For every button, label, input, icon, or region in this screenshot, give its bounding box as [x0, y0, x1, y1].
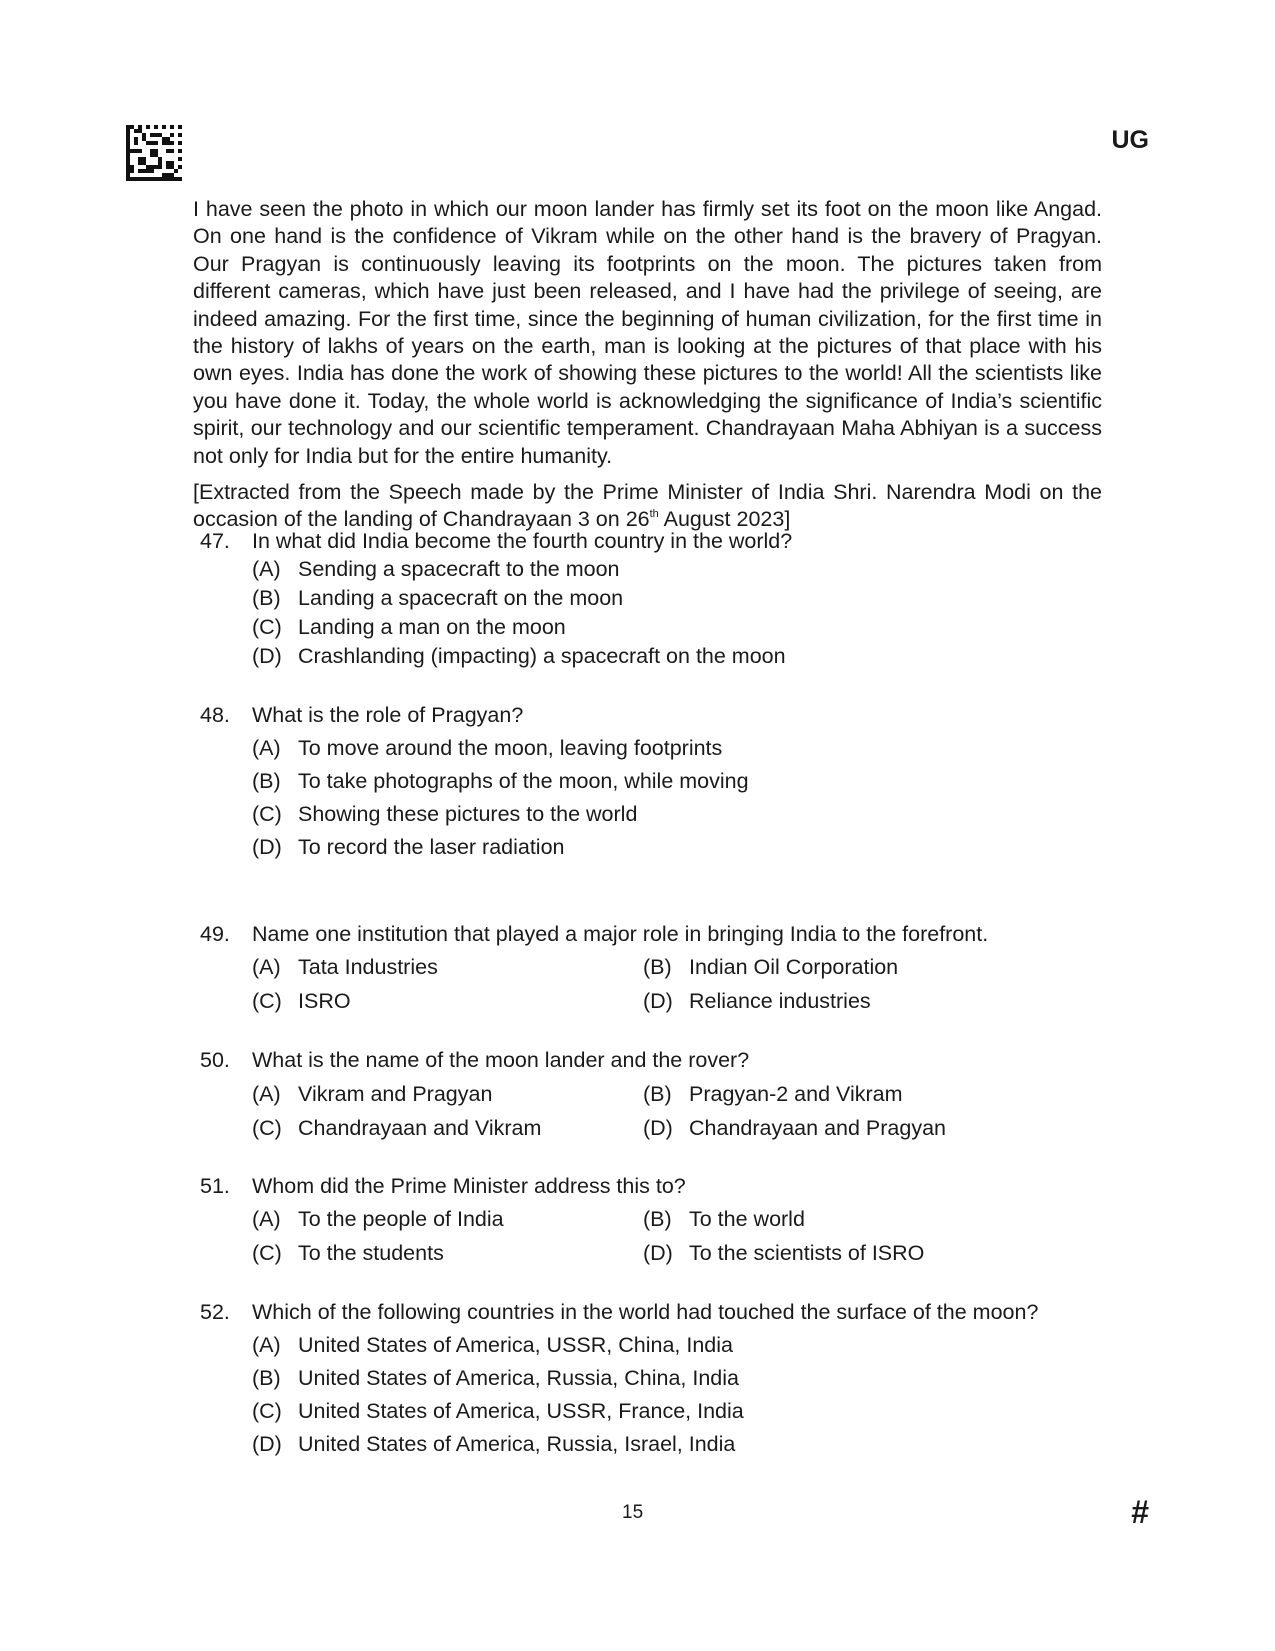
option-text: United States of America, USSR, China, India — [298, 1333, 733, 1357]
option-text: United States of America, Russia, Israel, India — [298, 1432, 736, 1456]
passage-source — [193, 479, 1102, 534]
option-label: (B) — [252, 586, 281, 610]
option-label: (B) — [252, 769, 281, 793]
question-text: In what did India become the fourth country in the world? — [252, 529, 793, 553]
option-label: (C) — [252, 615, 282, 639]
option-text: Pragyan-2 and Vikram — [689, 1082, 903, 1106]
option-label: (A) — [252, 1207, 281, 1231]
option-label: (D) — [643, 1241, 673, 1265]
reading-passage: I have seen the photo in which our moon lander has firmly set its foot on the moon like Angad. On one hand is the confidence of Vikram while on the other hand is the bravery of Pragyan. Our Pragyan is continuously leaving its footprints on the moon. The pictures taken from different cameras, which have just been released, and I have had the privilege of seeing, are indeed amazing. For the first time, since the beginning of human civilization, for the first time in the history of lakhs of years on the earth, man is looking at the pictures of that place with his own eyes. India has done the work of showing these pictures to the world! All the scientists like you have done it. Today, the whole world is acknowledging the significance of India’s scientific spirit, our technology and our scientific temperament. Chandrayaan Maha Abhiyan is a success not only for India but for the entire humanity. — [193, 197, 1102, 468]
option-text: Tata Industries — [298, 955, 438, 979]
option-text: ISRO — [298, 989, 351, 1013]
option-label: (B) — [643, 1207, 672, 1231]
option-text: Indian Oil Corporation — [689, 955, 899, 979]
option-label: (B) — [643, 955, 672, 979]
question-number: 47. — [200, 529, 230, 553]
option-text: To the people of India — [298, 1207, 504, 1231]
source-text-end: August 2023] — [658, 507, 791, 532]
source-superscript: th — [649, 508, 659, 521]
option-label: (D) — [252, 1432, 282, 1456]
option-text: United States of America, Russia, China, India — [298, 1366, 739, 1390]
question-number: 48. — [200, 703, 230, 727]
option-label: (D) — [252, 644, 282, 668]
question-50 — [200, 1048, 1100, 1140]
source-text: [Extracted from the Speech made by the Prime Minister of India Shri. Narendra Modi on the occasion of the landing of Chandrayaan 3 on 26 — [193, 480, 1102, 532]
option-label: (C) — [252, 802, 282, 826]
question-text: Whom did the Prime Minister address this to? — [252, 1174, 686, 1198]
option-text: Chandrayaan and Vikram — [298, 1116, 542, 1140]
question-number: 52. — [200, 1300, 230, 1324]
option-label: (C) — [252, 1241, 282, 1265]
option-text: To the students — [298, 1241, 444, 1265]
question-51 — [200, 1174, 1100, 1265]
option-label: (D) — [252, 835, 282, 859]
question-text: What is the role of Pragyan? — [252, 703, 524, 727]
option-text: Landing a spacecraft on the moon — [298, 586, 624, 610]
paper-code: UG — [1111, 126, 1149, 154]
option-label: (D) — [643, 989, 673, 1013]
option-text: Chandrayaan and Pragyan — [689, 1116, 946, 1140]
option-text: Vikram and Pragyan — [298, 1082, 493, 1106]
question-text: Which of the following countries in the world had touched the surface of the moon? — [252, 1300, 1039, 1324]
page-end-mark: # — [1131, 1494, 1149, 1530]
question-52 — [200, 1300, 1100, 1456]
question-text: Name one institution that played a major role in bringing India to the forefront. — [252, 922, 989, 946]
option-label: (A) — [252, 955, 281, 979]
datamatrix-code-icon — [126, 125, 182, 181]
question-49 — [200, 922, 1100, 1013]
option-text: To the scientists of ISRO — [689, 1241, 925, 1265]
option-text: Crashlanding (impacting) a spacecraft on the moon — [298, 644, 786, 668]
question-text: What is the name of the moon lander and the rover? — [252, 1048, 750, 1072]
option-label: (A) — [252, 736, 281, 760]
option-label: (A) — [252, 1082, 281, 1106]
option-label: (A) — [252, 1333, 281, 1357]
option-label: (C) — [252, 1399, 282, 1423]
option-text: United States of America, USSR, France, India — [298, 1399, 744, 1423]
option-text: To move around the moon, leaving footprints — [298, 736, 723, 760]
question-number: 49. — [200, 922, 230, 946]
option-text: Reliance industries — [689, 989, 871, 1013]
option-label: (C) — [252, 1116, 282, 1140]
option-text: To the world — [689, 1207, 805, 1231]
page-number: 15 — [622, 1502, 644, 1523]
option-text: Landing a man on the moon — [298, 615, 566, 639]
option-label: (B) — [643, 1082, 672, 1106]
option-text: To take photographs of the moon, while moving — [298, 769, 749, 793]
option-text: To record the laser radiation — [298, 835, 565, 859]
question-48 — [200, 703, 1100, 859]
question-number: 51. — [200, 1174, 230, 1198]
question-47 — [200, 529, 1100, 668]
question-number: 50. — [200, 1048, 230, 1072]
option-label: (B) — [252, 1366, 281, 1390]
option-label: (C) — [252, 989, 282, 1013]
option-text: Showing these pictures to the world — [298, 802, 638, 826]
option-text: Sending a spacecraft to the moon — [298, 557, 620, 581]
option-label: (D) — [643, 1116, 673, 1140]
option-label: (A) — [252, 557, 281, 581]
